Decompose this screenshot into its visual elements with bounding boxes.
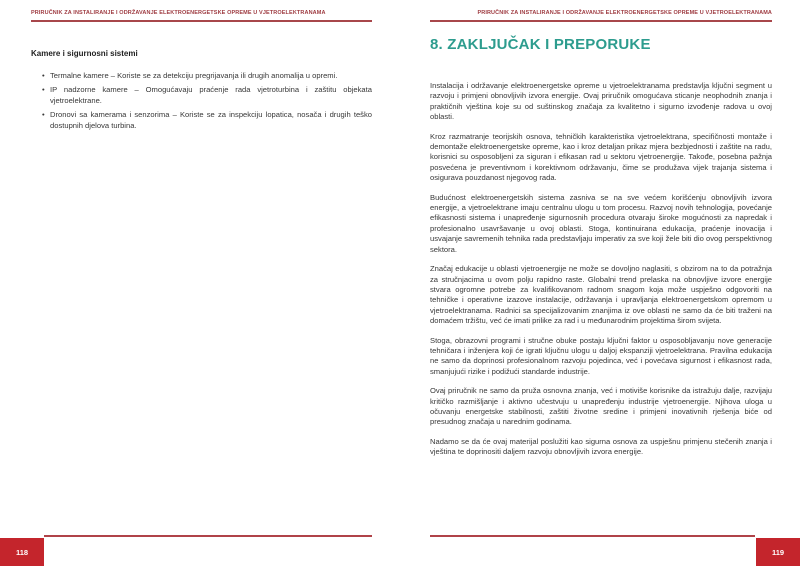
bullet-icon: •: [42, 110, 45, 120]
list-item: [42, 110, 372, 131]
paragraph: Značaj edukacije u oblasti vjetroenergije ne može se dovoljno naglasiti, s obzirom na to da potražnja za stručnjacima u ovom polju rapidno raste. Globalni trend prelaska na obnovljive izvore energije stvara ogromne potrebe za kvalifikovanom radnom snagom koja može uspješno odgovoriti na tehničke i operativne izazove instalacije, održavanja i upravljanja elektroenergetskom opremom u vjetroelektranama. Radnici sa specijalizovanim znanjima iz ove oblasti ne samo da će biti traženi na domaćem tržištu, već će imati prilike za rad i u međunarodnim projektima širom svijeta.: [430, 264, 772, 326]
chapter-title: 8. ZAKLJUČAK I PREPORUKE: [430, 36, 651, 53]
paragraph: Budućnost elektroenergetskih sistema zasniva se na sve većem korišćenju obnovljivih izvora energije, a vjetroelektrane imaju centralnu ulogu u tom procesu. Razvoj novih tehnologija, povećanje efikasnosti sistema i unapređenje sigurnosnih procedura otvaraju široke mogućnosti za napredak i profesionalno usavršavanje u ovoj oblasti. Stoga, kontinuirana edukacija, praćenje inovacija i usvajanje savremenih tehnika rada predstavljaju imperativ za sve koji žele biti dio ovog perspektivnog sektora.: [430, 192, 772, 254]
list-item: [42, 85, 372, 106]
right-page-number: 119: [771, 547, 785, 557]
paragraph: Stoga, obrazovni programi i stručne obuke postaju ključni faktor u osposobljavanju nove generacije tehničara i inženjera koji će igrati ključnu ulogu u daljoj ekspanziji vjetroelektrana. Pravilna edukacija ne samo da doprinosi profesionalnom razvoju pojedinca, već i povećava sigurnost i efikasnost rada, smanjujući rizike i podižući standarde industrije.: [430, 335, 772, 376]
right-running-header: [430, 10, 772, 22]
list-item: [42, 71, 372, 81]
paragraph: Ovaj priručnik ne samo da pruža osnovna znanja, već i motiviše korisnike da istražuju dalje, razvijaju kritičko razmišljanje i aktivno učestvuju u unapređenju industrije vjetroenergije. Njihova uloga u očuvanju energetske stabilnosti, zaštiti životne sredine i primjeni inovativnih rješenja biće od presudnog značaja u narednim godinama.: [430, 386, 772, 427]
list-item-text: Dronovi sa kamerama i senzorima – Koriste se za inspekciju lopatica, nosača i drugih teško dostupnih djelova turbina.: [50, 110, 372, 130]
left-page-number: 118: [15, 547, 29, 557]
chapter-body: [430, 81, 772, 467]
right-page-number-badge: [756, 538, 800, 566]
list-item-text: IP nadzorne kamere – Omogućavaju praćenje rada vjetroturbina i zaštitu objekata vjetroelektrane.: [50, 85, 372, 105]
left-footer-rule: [44, 535, 372, 537]
right-running-header-text: PRIRUČNIK ZA INSTALIRANJE I ODRŽAVANJE ELEKTROENERGETSKE OPREME U VJETROELEKTRANAMA: [477, 10, 772, 16]
paragraph: Instalacija i održavanje elektroenergetske opreme u vjetroelektranama predstavlja ključni segment u razvoju i primjeni obnovljivih izvora energije. Ovaj priručnik omogućava sticanje neophodnih znanja i praktičnih vještina koje su od suštinskog značaja za kvalitetno i sigurno izvođenje radova u ovoj oblasti.: [430, 81, 772, 122]
list-item-text: Termalne kamere – Koriste se za detekciju pregrijavanja ili drugih anomalija u opremi.: [50, 71, 338, 80]
left-page-number-badge: [0, 538, 44, 566]
right-footer-rule: [430, 535, 755, 537]
left-running-header: [31, 10, 372, 22]
section-heading: Kamere i sigurnosni sistemi: [31, 49, 138, 58]
bullet-icon: •: [42, 71, 45, 80]
camera-systems-list: [42, 71, 372, 135]
left-running-header-text: PRIRUČNIK ZA INSTALIRANJE I ODRŽAVANJE ELEKTROENERGETSKE OPREME U VJETROELEKTRANAMA: [31, 10, 326, 16]
bullet-icon: •: [42, 85, 45, 95]
paragraph: Kroz razmatranje teorijskih osnova, tehničkih karakteristika vjetroelektrana, specifičnosti montaže i demontaže elektroenergetske opreme, kao i kroz detaljan prikaz mjera bezbjednosti i zaštite na radu, korisnici su osposobljeni za siguran i efikasan rad u sektoru vjetroenergije. Takođe, posebna pažnja posvećena je preventivnom i korektivnom održavanju, čime se produžava vijek trajanja sistema i osigurava pouzdanost njegovog rada.: [430, 131, 772, 183]
paragraph: Nadamo se da će ovaj materijal poslužiti kao sigurna osnova za uspješnu primjenu stečenih znanja i vještina te doprinositi daljem razvoju obnovljivih izvora energije.: [430, 436, 772, 457]
